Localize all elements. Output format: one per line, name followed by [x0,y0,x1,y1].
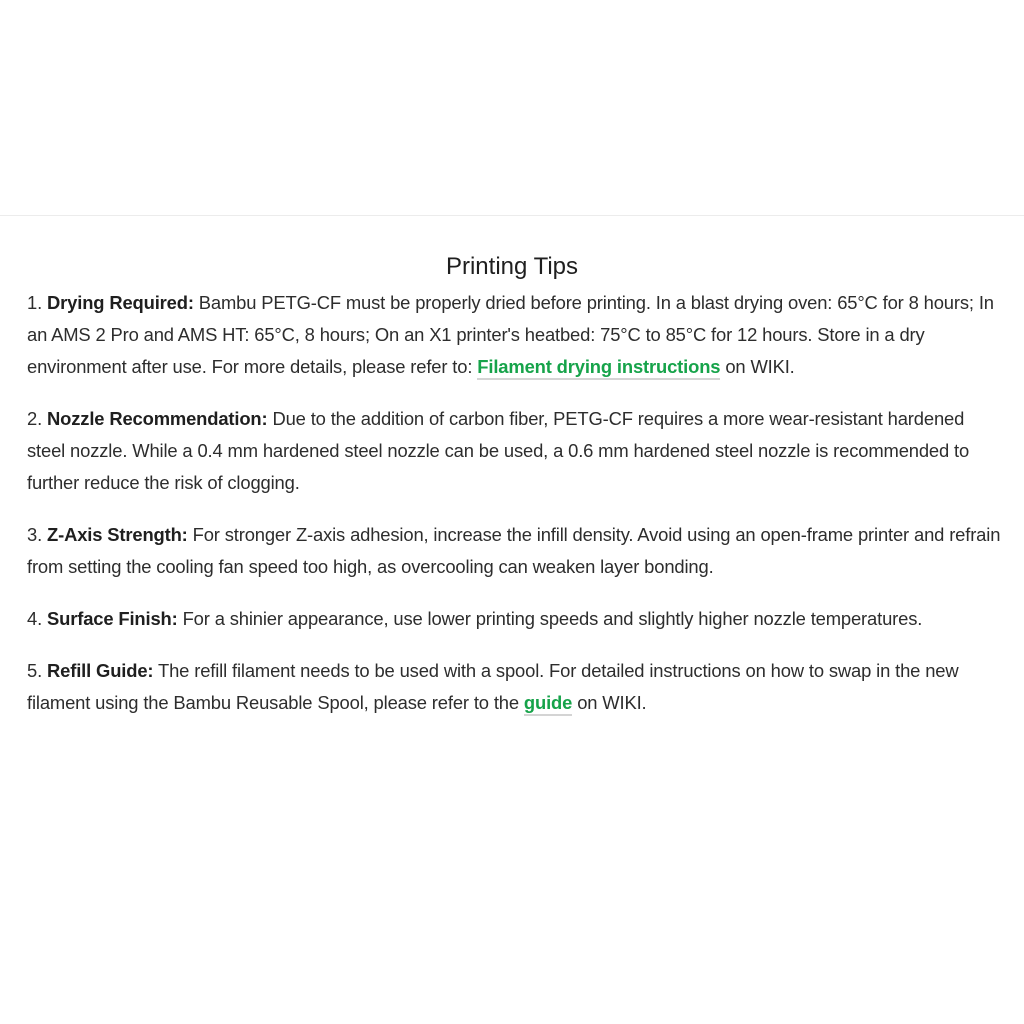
tips-list [27,287,1002,739]
tip-text-after: on WIKI. [725,356,795,377]
tip-label: Drying Required: [47,292,194,313]
tip-refill [27,655,1002,719]
tip-label: Z-Axis Strength: [47,524,188,545]
tip-label: Nozzle Recommendation: [47,408,268,429]
tip-text-after: on WIKI. [577,692,647,713]
tip-number: 4. [27,608,43,629]
tip-nozzle [27,403,1002,499]
tip-label: Refill Guide: [47,660,154,681]
tip-label: Surface Finish: [47,608,178,629]
filament-drying-link[interactable]: Filament drying instructions [477,356,720,380]
page-title: Printing Tips [445,252,579,280]
tip-text: Due to the addition of carbon fiber, PETG-CF requires a more wear-resistant hardened steel nozzle. While a 0.4 mm hardened steel nozzle can be used, a 0.6 mm hardened steel nozzle is recommended to further reduce the risk of clogging. [27,408,970,493]
tip-text: The refill filament needs to be used with a spool. For detailed instructions on how to swap in the new filament using the Bambu Reusable Spool, please refer to the [27,660,959,713]
tip-number: 2. [27,408,43,429]
tip-number: 3. [27,524,43,545]
tip-drying [27,287,1002,383]
guide-link[interactable]: guide [524,692,572,716]
tip-number: 5. [27,660,43,681]
tip-number: 1. [27,292,43,313]
tip-surface [27,603,1002,635]
tip-text: Bambu PETG-CF must be properly dried before printing. In a blast drying oven: 65°C for 8 hours; In an AMS 2 Pro and AMS HT: 65°C, 8 hours; On an X1 printer's heatbed: 75°C to 85°C for 12 hours. Store in a dry environment after use. For more details, please refer to: [27,292,994,377]
section-divider [0,215,1024,216]
tip-z-axis [27,519,1002,583]
tip-text: For stronger Z-axis adhesion, increase the infill density. Avoid using an open-frame printer and refrain from setting the cooling fan speed too high, as overcooling can weaken layer bonding. [27,524,1001,577]
tip-text: For a shinier appearance, use lower printing speeds and slightly higher nozzle temperatures. [182,608,923,629]
